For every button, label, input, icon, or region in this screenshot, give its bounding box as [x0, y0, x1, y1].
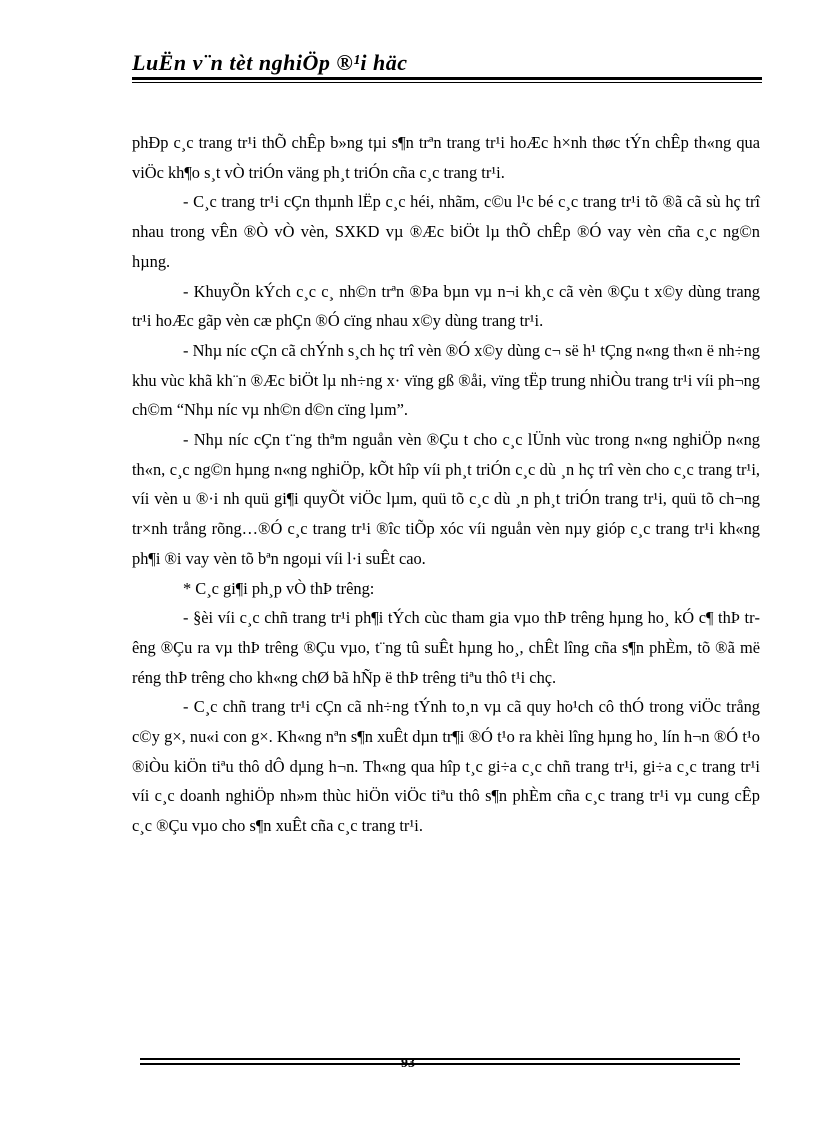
running-header-title: LuËn v¨n tèt nghiÖp ®¹i häc	[132, 50, 408, 75]
paragraph-encourage-investment: - KhuyÕn kÝch c¸c c¸ nh©n trªn ®Þa bµn vµ n¬i kh¸c cã vèn ®Çu t x©y dùng trang tr¹i hoÆc gãp vèn cæ phÇn ®Ó cïng nhau x©y dùng trang tr¹i.	[132, 281, 760, 331]
header-rule-thin	[132, 82, 762, 83]
paragraph-state-capital: - Nhµ níc cÇn t¨ng thªm nguån vèn ®Çu t cho c¸c lÜnh vùc trong n«ng nghiÖp n«ng th«n, c¸c ng©n hµng n«ng nghiÖp, kÕt hîp víi ph¸t triÓn c¸c dù ¸n hç trî vèn cho c¸c trang tr¹i, víi vèn u ®·i nh quü gi¶i quyÕt viÖc lµm, quü tõ c¸c dù ¸n ph¸t triÓn trang tr¹i, quü tõ ch¬ng tr×nh trång rõng…®Ó c¸c trang tr¹i ®îc tiÕp xóc víi nguån vèn nµy gióp c¸c trang tr¹i kh«ng ph¶i ®i vay vèn tõ bªn ngoµi víi l·i suÊt cao.	[132, 430, 760, 568]
paragraph-state-infrastructure: - Nhµ níc cÇn cã chÝnh s¸ch hç trî vèn ®Ó x©y dùng c¬ së h¹ tÇng n«ng th«n ë nh÷ng khu vùc khã kh¨n ®Æc biÖt lµ nh÷ng x· vïng gß ®åi, vïng tËp trung nhiÒu trang tr¹i víi ph¬ng ch©m “Nhµ níc vµ nh©n d©n cïng lµm”.	[132, 340, 760, 420]
page-number: 93	[401, 1056, 415, 1071]
paragraph-continuation: phÐp c¸c trang tr¹i thÕ chÊp b»ng tµi s¶n trªn trang tr¹i hoÆc h×nh thøc tÝn chÊp th«ng qua viÖc kh¶o s¸t vÒ triÓn väng ph¸t triÓn cña c¸c trang tr¹i.	[132, 133, 760, 182]
paragraph-planning-cooperation: - C¸c chñ trang tr¹i cÇn cã nh÷ng tÝnh to¸n vµ cã quy ho¹ch cô thÓ trong viÖc trång c©y g×, nu«i con g×. Kh«ng nªn s¶n xuÊt dµn tr¶i ®Ó t¹o ra khèi lîng hµng ho¸ lín h¬n ®Ó t¹o ®iÒu kiÖn tiªu thô dÔ dµng h¬n. Th«ng qua hîp t¸c gi÷a c¸c chñ trang tr¹i, gi÷a c¸c trang tr¹i víi c¸c doanh nghiÖp nh»m thùc hiÖn viÖc tiªu thô s¶n phÈm cña c¸c trang tr¹i vµ cung cÊp c¸c ®Çu vµo cho s¶n xuÊt cña c¸c trang tr¹i.	[132, 697, 760, 836]
paragraph-farm-associations: - C¸c trang tr¹i cÇn thµnh lËp c¸c héi, nhãm, c©u l¹c bé c¸c trang tr¹i tõ ®ã cã sù hç trî nhau trong vÊn ®Ò vÒ vèn, SXKD vµ ®Æc biÖt lµ thÕ chÊp ®Ó vay vèn cña c¸c ng©n hµng.	[132, 192, 760, 271]
section-heading-market-solutions: * C¸c gi¶i ph¸p vÒ thÞ trêng:	[183, 578, 375, 598]
header-rule-thick	[132, 77, 762, 80]
body-text	[132, 128, 760, 841]
paragraph-market-participation: - §èi víi c¸c chñ trang tr¹i ph¶i tÝch cùc tham gia vµo thÞ trêng hµng ho¸ kÓ c¶ thÞ trêng ®Çu ra vµ thÞ trêng ®Çu vµo, t¨ng tû suÊt hµng ho¸, chÊt lîng cña s¶n phÈm, tõ ®ã më réng thÞ trêng cho kh«ng chØ bã hÑp ë thÞ trêng tiªu thô t¹i chç.	[132, 608, 760, 687]
